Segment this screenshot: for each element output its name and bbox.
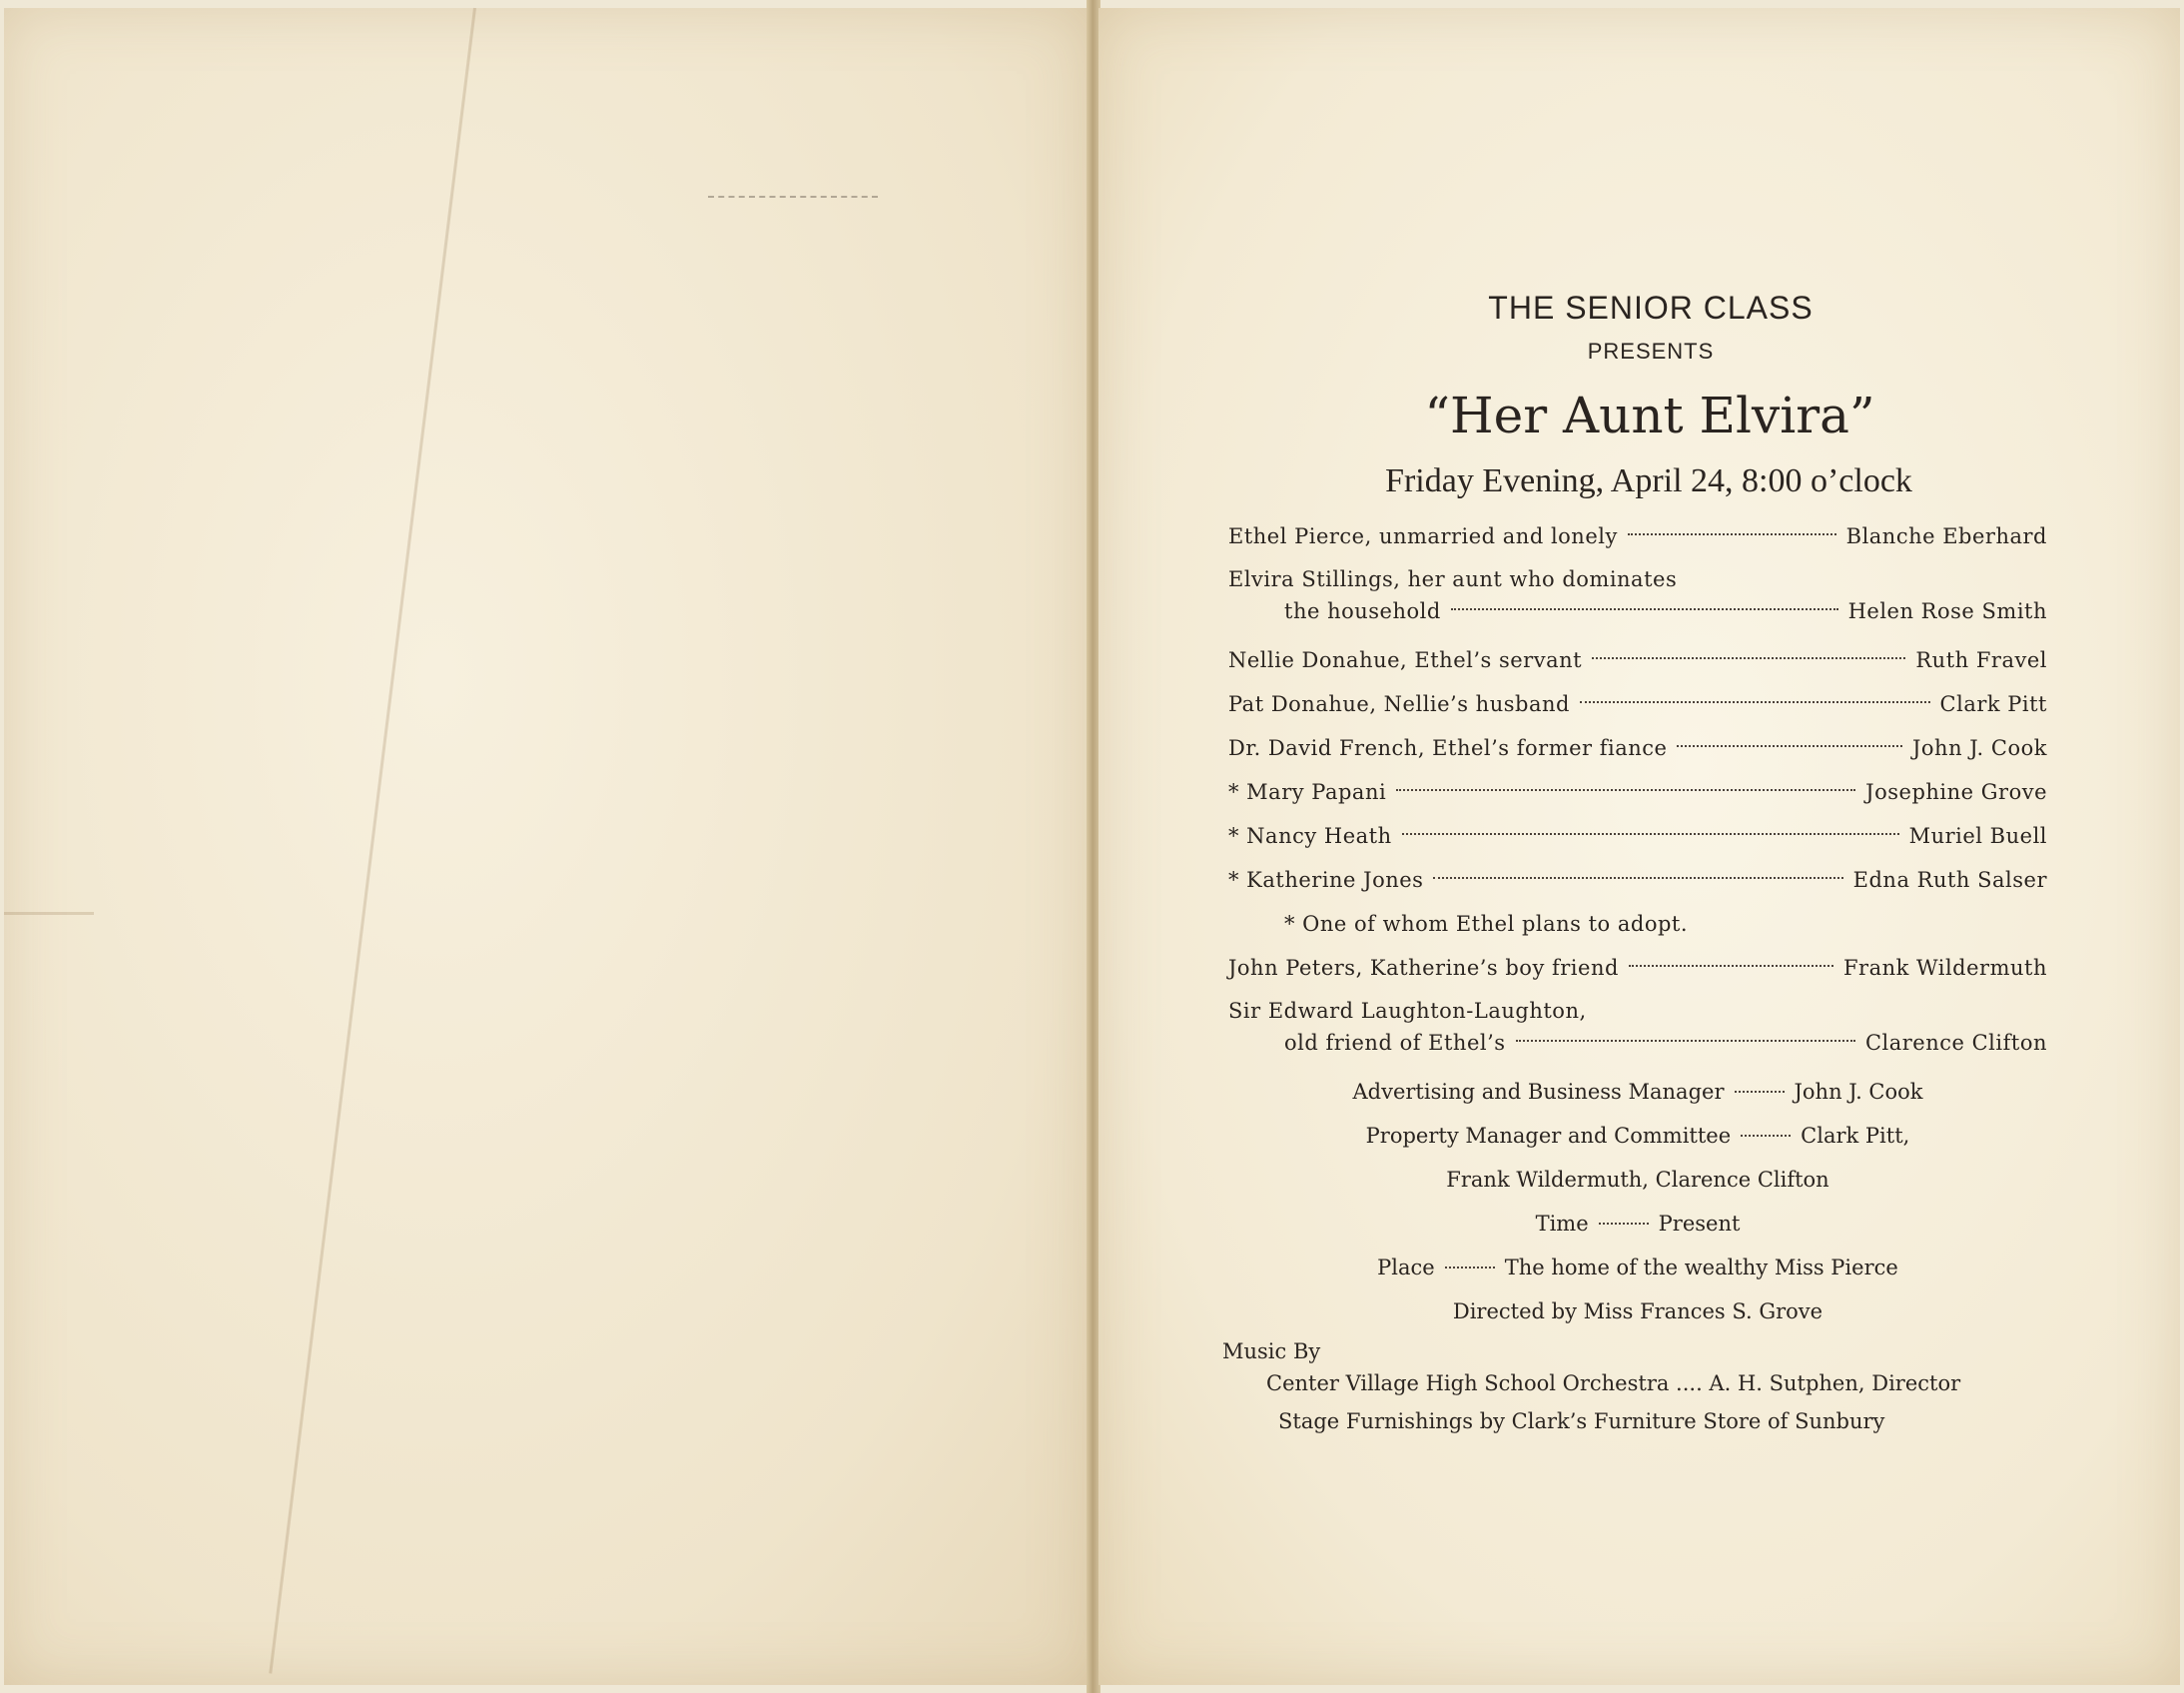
music-credit: Center Village High School Orchestra .... A. H. Sutphen, Director	[1266, 1371, 1961, 1395]
cast-role: Sir Edward Laughton-Laughton,	[1228, 999, 1587, 1023]
leader-dots	[1629, 965, 1833, 967]
place-label: Place	[1377, 1256, 1435, 1279]
cast-role: * Katherine Jones	[1228, 868, 1424, 892]
adoption-footnote: * One of whom Ethel plans to adopt.	[1284, 912, 1689, 936]
cast-role: John Peters, Katherine’s boy friend	[1228, 956, 1619, 980]
leader-dots	[1599, 1223, 1649, 1225]
play-title: “Her Aunt Elvira”	[1424, 387, 1875, 444]
cast-row	[1228, 770, 2047, 814]
time-value: Present	[1658, 1212, 1741, 1236]
cast-actor: John J. Cook	[1911, 736, 2047, 760]
cast-row	[1228, 858, 2047, 902]
cast-role: Pat Donahue, Nellie’s husband	[1228, 692, 1570, 716]
leader-dots	[1445, 1267, 1495, 1269]
advertising-credit	[1228, 1070, 2047, 1114]
leader-dots	[1592, 657, 1905, 659]
leader-dots	[1677, 745, 1902, 747]
cast-actor: Ruth Fravel	[1915, 648, 2047, 672]
cast-role: Dr. David French, Ethel’s former fiance	[1228, 736, 1668, 760]
cast-actor: Clark Pitt	[1939, 692, 2047, 716]
cast-role: Ethel Pierce, unmarried and lonely	[1228, 524, 1618, 548]
leader-dots	[1580, 701, 1930, 703]
cast-actor: Muriel Buell	[1908, 824, 2047, 848]
leader-dots	[1628, 533, 1836, 535]
music-heading: Music By	[1222, 1339, 1321, 1363]
cast-actor: Josephine Grove	[1865, 780, 2047, 804]
class-heading: THE SENIOR CLASS	[1488, 290, 1814, 326]
paper-tear	[4, 912, 94, 915]
leader-dots	[1433, 877, 1842, 879]
leader-dots	[1741, 1135, 1791, 1137]
stage-furnishings-credit: Stage Furnishings by Clark’s Furniture Store of Sunbury	[1278, 1409, 1885, 1433]
property-name: Clark Pitt,	[1801, 1124, 1910, 1148]
cast-row	[1228, 814, 2047, 858]
place-setting	[1228, 1246, 2047, 1289]
cast-actor: Frank Wildermuth	[1842, 956, 2047, 980]
cast-row	[1228, 996, 2047, 1070]
leader-dots	[1735, 1091, 1785, 1093]
leader-dots	[1516, 1040, 1855, 1042]
cast-actor: Blanche Eberhard	[1845, 524, 2047, 548]
cast-list	[1228, 514, 2047, 1070]
cast-row	[1228, 564, 2047, 638]
advertising-name: John J. Cook	[1794, 1080, 1923, 1104]
time-label: Time	[1535, 1212, 1589, 1236]
cast-row	[1228, 946, 2047, 990]
property-committee: Frank Wildermuth, Clarence Clifton	[1446, 1168, 1829, 1192]
leader-dots	[1451, 608, 1838, 610]
cast-role: Elvira Stillings, her aunt who dominates	[1228, 567, 1678, 591]
cast-row	[1228, 682, 2047, 726]
advertising-label: Advertising and Business Manager	[1352, 1080, 1725, 1104]
cast-role-continued: the household	[1284, 599, 1441, 623]
cast-actor: Helen Rose Smith	[1847, 599, 2047, 623]
left-page-blank	[4, 8, 1089, 1685]
cast-role: Nellie Donahue, Ethel’s servant	[1228, 648, 1583, 672]
program-content	[1222, 290, 2047, 1443]
place-value: The home of the wealthy Miss Pierce	[1504, 1256, 1898, 1279]
presents-heading: PRESENTS	[1587, 339, 1715, 364]
cast-role: * Mary Papani	[1228, 780, 1387, 804]
cast-row	[1228, 514, 2047, 558]
cast-row	[1228, 726, 2047, 770]
property-credit	[1228, 1114, 2047, 1158]
cast-row	[1228, 638, 2047, 682]
property-label: Property Manager and Committee	[1365, 1124, 1732, 1148]
director-credit: Directed by Miss Frances S. Grove	[1452, 1299, 1823, 1323]
leader-dots	[1396, 789, 1855, 791]
leader-dots	[1402, 833, 1899, 835]
paper-crease	[269, 8, 476, 1674]
cast-role-continued: old friend of Ethel’s	[1284, 1031, 1506, 1055]
time-setting	[1228, 1202, 2047, 1246]
performance-date: Friday Evening, April 24, 8:00 o’clock	[1385, 462, 1912, 499]
cast-actor: Clarence Clifton	[1864, 1031, 2047, 1055]
faint-dash-mark	[708, 196, 878, 198]
cast-actor: Edna Ruth Salser	[1852, 868, 2047, 892]
cast-role: * Nancy Heath	[1228, 824, 1392, 848]
